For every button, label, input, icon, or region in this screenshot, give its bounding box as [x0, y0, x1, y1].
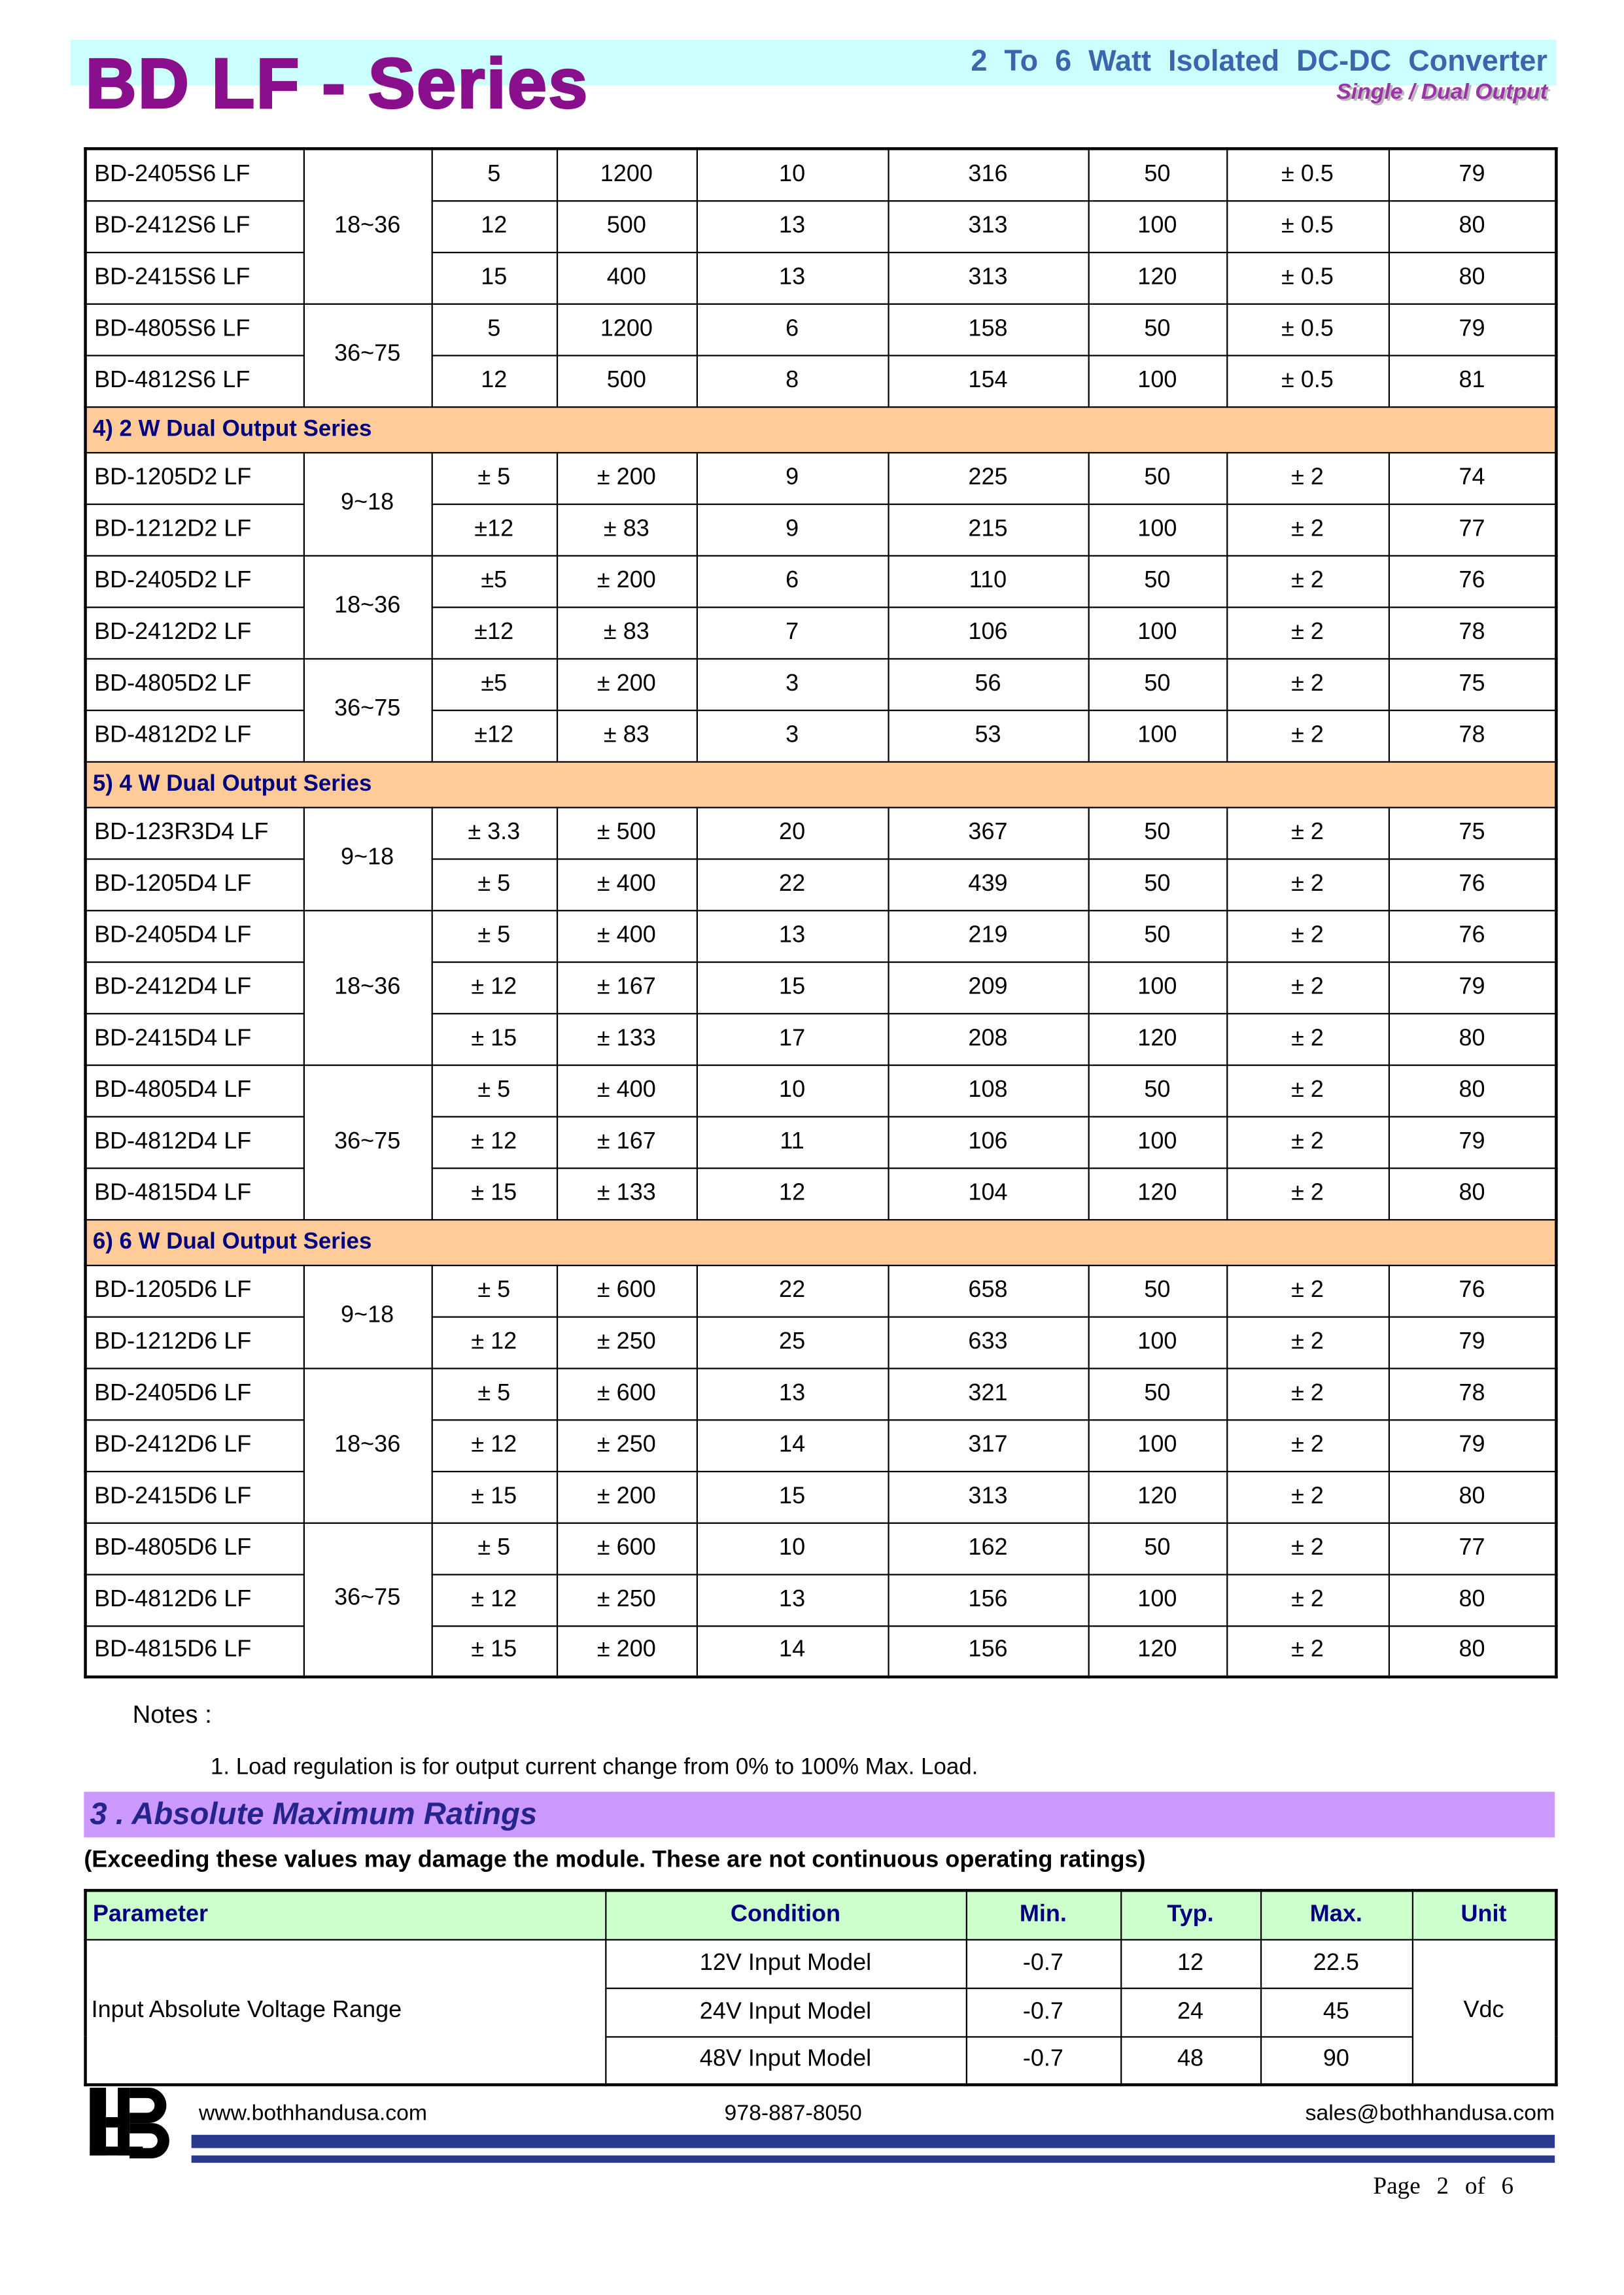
input-range-cell: 9~18 [303, 807, 432, 910]
model-name-cell: BD-4812S6 LF [86, 355, 303, 407]
value-cell: 7 [697, 606, 888, 658]
value-cell: ± 400 [557, 858, 697, 910]
value-cell: 80 [1389, 1013, 1557, 1065]
value-cell: ± 83 [557, 504, 697, 555]
value-cell: 77 [1389, 1523, 1557, 1574]
value-cell: 439 [888, 858, 1088, 910]
amr-header-row [86, 1890, 1557, 1939]
value-cell: ± 15 [432, 1471, 557, 1523]
value-cell: 120 [1088, 252, 1227, 303]
value-cell: ± 2 [1226, 504, 1389, 555]
value-cell: 158 [888, 303, 1088, 355]
model-name-cell: BD-4805D6 LF [86, 1523, 303, 1574]
value-cell: 120 [1088, 1167, 1227, 1219]
value-cell: ± 5 [432, 1065, 557, 1116]
value-cell: 10 [697, 1065, 888, 1116]
value-cell: 50 [1088, 1265, 1227, 1317]
value-cell: ± 0.5 [1226, 200, 1389, 252]
value-cell: 74 [1389, 452, 1557, 504]
value-cell: 500 [557, 355, 697, 407]
model-row [86, 452, 1557, 504]
model-name-cell: BD-4812D2 LF [86, 710, 303, 761]
value-cell: 20 [697, 807, 888, 859]
model-name-cell: BD-4815D6 LF [86, 1625, 303, 1677]
value-cell: 100 [1088, 606, 1227, 658]
value-cell: 106 [888, 606, 1088, 658]
input-range-cell: 36~75 [303, 1523, 432, 1677]
value-cell: 10 [697, 148, 888, 200]
value-cell: 100 [1088, 1574, 1227, 1625]
value-cell: 367 [888, 807, 1088, 859]
value-cell: ± 600 [557, 1265, 697, 1317]
value-cell: ± 2 [1226, 1471, 1389, 1523]
model-row [86, 807, 1557, 859]
header-subtitle: 2 To 6 Watt Isolated DC-DC Converter [971, 45, 1547, 78]
amr-condition-cell: 12V Input Model [605, 1939, 966, 1988]
value-cell: ± 2 [1226, 807, 1389, 859]
value-cell: 9 [697, 504, 888, 555]
value-cell: 162 [888, 1523, 1088, 1574]
value-cell: 50 [1088, 658, 1227, 710]
value-cell: 3 [697, 710, 888, 761]
value-cell: 79 [1389, 1116, 1557, 1167]
value-cell: 100 [1088, 355, 1227, 407]
value-cell: ±5 [432, 555, 557, 607]
value-cell: 50 [1088, 1065, 1227, 1116]
value-cell: 209 [888, 961, 1088, 1013]
section3-heading-band [84, 1792, 1555, 1838]
value-cell: 225 [888, 452, 1088, 504]
amr-max-cell: 90 [1260, 2036, 1412, 2084]
model-row [86, 148, 1557, 200]
value-cell: ± 2 [1226, 910, 1389, 961]
model-name-cell: BD-1205D2 LF [86, 452, 303, 504]
value-cell: ± 5 [432, 1523, 557, 1574]
value-cell: 80 [1389, 1574, 1557, 1625]
value-cell: 1200 [557, 148, 697, 200]
value-cell: ± 12 [432, 1574, 557, 1625]
value-cell: ± 0.5 [1226, 148, 1389, 200]
value-cell: 1200 [557, 303, 697, 355]
value-cell: ± 12 [432, 961, 557, 1013]
footer-rule-thick [192, 2135, 1555, 2148]
model-name-cell: BD-2412D2 LF [86, 606, 303, 658]
value-cell: 9 [697, 452, 888, 504]
value-cell: ± 250 [557, 1419, 697, 1471]
value-cell: 13 [697, 1574, 888, 1625]
of-word: of [1464, 2171, 1485, 2200]
model-name-cell: BD-4805S6 LF [86, 303, 303, 355]
amr-min-cell: -0.7 [966, 2036, 1120, 2084]
page-indicator [1373, 2171, 1514, 2201]
page-number: 2 [1436, 2171, 1449, 2200]
value-cell: 15 [697, 961, 888, 1013]
value-cell: ± 0.5 [1226, 355, 1389, 407]
value-cell: ± 2 [1226, 1523, 1389, 1574]
value-cell: 120 [1088, 1625, 1227, 1677]
amr-typ-cell: 48 [1120, 2036, 1260, 2084]
total-pages: 6 [1501, 2171, 1514, 2200]
value-cell: ± 15 [432, 1013, 557, 1065]
series-section-row [86, 1219, 1557, 1265]
value-cell: 8 [697, 355, 888, 407]
model-row [86, 1265, 1557, 1317]
value-cell: ± 2 [1226, 1013, 1389, 1065]
value-cell: 100 [1088, 1116, 1227, 1167]
value-cell: ±12 [432, 606, 557, 658]
value-cell: 56 [888, 658, 1088, 710]
model-row [86, 1368, 1557, 1419]
input-range-cell: 18~36 [303, 1368, 432, 1522]
value-cell: 313 [888, 200, 1088, 252]
value-cell: ± 250 [557, 1316, 697, 1368]
page-title: BD LF - Series [85, 45, 589, 124]
value-cell: ± 133 [557, 1167, 697, 1219]
amr-header-condition: Condition [605, 1890, 966, 1939]
value-cell: 120 [1088, 1013, 1227, 1065]
value-cell: ± 600 [557, 1368, 697, 1419]
value-cell: 50 [1088, 148, 1227, 200]
amr-typ-cell: 24 [1120, 1988, 1260, 2036]
value-cell: 79 [1389, 1316, 1557, 1368]
value-cell: 313 [888, 1471, 1088, 1523]
value-cell: 22 [697, 858, 888, 910]
value-cell: ± 12 [432, 1419, 557, 1471]
amr-condition-cell: 48V Input Model [605, 2036, 966, 2084]
value-cell: 50 [1088, 1368, 1227, 1419]
model-row [86, 910, 1557, 961]
model-name-cell: BD-1205D4 LF [86, 858, 303, 910]
spec-table [84, 147, 1557, 1678]
value-cell: ± 2 [1226, 1167, 1389, 1219]
value-cell: 106 [888, 1116, 1088, 1167]
model-name-cell: BD-2415D6 LF [86, 1471, 303, 1523]
series-section-title: 4) 2 W Dual Output Series [86, 406, 1557, 452]
value-cell: ± 0.5 [1226, 303, 1389, 355]
footer-email: sales@bothhandusa.com [1305, 2101, 1555, 2126]
value-cell: 100 [1088, 504, 1227, 555]
value-cell: 80 [1389, 1065, 1557, 1116]
model-name-cell: BD-2405D6 LF [86, 1368, 303, 1419]
input-range-cell: 18~36 [303, 910, 432, 1064]
model-name-cell: BD-4812D6 LF [86, 1574, 303, 1625]
model-row [86, 303, 1557, 355]
input-range-cell: 18~36 [303, 148, 432, 303]
model-name-cell: BD-1212D6 LF [86, 1316, 303, 1368]
value-cell: 110 [888, 555, 1088, 607]
company-logo [84, 2085, 190, 2172]
model-name-cell: BD-2415D4 LF [86, 1013, 303, 1065]
value-cell: ± 5 [432, 858, 557, 910]
footer-phone: 978-887-8050 [724, 2101, 862, 2126]
value-cell: 76 [1389, 858, 1557, 910]
value-cell: 79 [1389, 303, 1557, 355]
value-cell: 100 [1088, 961, 1227, 1013]
input-range-cell: 9~18 [303, 452, 432, 555]
value-cell: 219 [888, 910, 1088, 961]
amr-parameter-cell: Input Absolute Voltage Range [86, 1939, 606, 2085]
value-cell: 120 [1088, 1471, 1227, 1523]
series-section-row [86, 406, 1557, 452]
series-section-title: 5) 4 W Dual Output Series [86, 761, 1557, 807]
value-cell: ± 2 [1226, 1316, 1389, 1368]
value-cell: 3 [697, 658, 888, 710]
value-cell: 12 [697, 1167, 888, 1219]
value-cell: 100 [1088, 1419, 1227, 1471]
value-cell: 75 [1389, 658, 1557, 710]
value-cell: 50 [1088, 858, 1227, 910]
value-cell: ± 5 [432, 1265, 557, 1317]
model-name-cell: BD-2412D4 LF [86, 961, 303, 1013]
section3-heading: 3 . Absolute Maximum Ratings [90, 1797, 538, 1832]
value-cell: 50 [1088, 807, 1227, 859]
model-name-cell: BD-2405S6 LF [86, 148, 303, 200]
amr-header-typ: Typ. [1120, 1890, 1260, 1939]
value-cell: 80 [1389, 252, 1557, 303]
value-cell: 50 [1088, 452, 1227, 504]
model-name-cell: BD-4815D4 LF [86, 1167, 303, 1219]
value-cell: ± 200 [557, 1471, 697, 1523]
value-cell: 78 [1389, 1368, 1557, 1419]
value-cell: 79 [1389, 1419, 1557, 1471]
value-cell: 76 [1389, 910, 1557, 961]
series-section-row [86, 761, 1557, 807]
value-cell: 79 [1389, 961, 1557, 1013]
amr-row [86, 1939, 1557, 1988]
value-cell: 154 [888, 355, 1088, 407]
value-cell: 12 [432, 200, 557, 252]
model-name-cell: BD-2412D6 LF [86, 1419, 303, 1471]
value-cell: 100 [1088, 1316, 1227, 1368]
model-name-cell: BD-2412S6 LF [86, 200, 303, 252]
value-cell: 15 [697, 1471, 888, 1523]
value-cell: 215 [888, 504, 1088, 555]
value-cell: ± 2 [1226, 961, 1389, 1013]
value-cell: ±12 [432, 710, 557, 761]
value-cell: 78 [1389, 710, 1557, 761]
amr-unit-cell: Vdc [1412, 1939, 1557, 2085]
value-cell: 78 [1389, 606, 1557, 658]
value-cell: ± 5 [432, 452, 557, 504]
value-cell: ± 2 [1226, 1574, 1389, 1625]
value-cell: 6 [697, 555, 888, 607]
value-cell: ± 600 [557, 1523, 697, 1574]
header-subtitle-secondary: Single / Dual Output [1336, 79, 1547, 105]
footer-website: www.bothhandusa.com [198, 2101, 428, 2126]
value-cell: ± 2 [1226, 606, 1389, 658]
value-cell: 316 [888, 148, 1088, 200]
model-row [86, 555, 1557, 607]
hb-monogram-icon [84, 2085, 190, 2165]
model-row [86, 658, 1557, 710]
value-cell: 50 [1088, 303, 1227, 355]
value-cell: 81 [1389, 355, 1557, 407]
footer-rule-thin [192, 2156, 1555, 2163]
model-name-cell: BD-2405D2 LF [86, 555, 303, 607]
amr-header-unit: Unit [1412, 1890, 1557, 1939]
value-cell: 6 [697, 303, 888, 355]
value-cell: 76 [1389, 555, 1557, 607]
value-cell: ± 250 [557, 1574, 697, 1625]
value-cell: ± 2 [1226, 452, 1389, 504]
value-cell: ± 5 [432, 910, 557, 961]
model-name-cell: BD-2405D4 LF [86, 910, 303, 961]
value-cell: 100 [1088, 200, 1227, 252]
value-cell: 14 [697, 1419, 888, 1471]
value-cell: ± 2 [1226, 858, 1389, 910]
amr-max-cell: 22.5 [1260, 1939, 1412, 1988]
value-cell: 208 [888, 1013, 1088, 1065]
input-range-cell: 36~75 [303, 303, 432, 407]
value-cell: 10 [697, 1523, 888, 1574]
value-cell: 76 [1389, 1265, 1557, 1317]
value-cell: ± 15 [432, 1625, 557, 1677]
value-cell: 75 [1389, 807, 1557, 859]
value-cell: ± 12 [432, 1116, 557, 1167]
value-cell: 14 [697, 1625, 888, 1677]
value-cell: 22 [697, 1265, 888, 1317]
input-range-cell: 18~36 [303, 555, 432, 659]
value-cell: ± 83 [557, 710, 697, 761]
page-word: Page [1373, 2171, 1421, 2200]
value-cell: 313 [888, 252, 1088, 303]
value-cell: 17 [697, 1013, 888, 1065]
value-cell: ± 200 [557, 452, 697, 504]
value-cell: 79 [1389, 148, 1557, 200]
value-cell: 80 [1389, 1471, 1557, 1523]
value-cell: 156 [888, 1574, 1088, 1625]
value-cell: ± 2 [1226, 1625, 1389, 1677]
model-row [86, 1065, 1557, 1116]
model-name-cell: BD-4812D4 LF [86, 1116, 303, 1167]
amr-max-cell: 45 [1260, 1988, 1412, 2036]
value-cell: 13 [697, 1368, 888, 1419]
value-cell: ± 2 [1226, 1065, 1389, 1116]
value-cell: 317 [888, 1419, 1088, 1471]
value-cell: 400 [557, 252, 697, 303]
value-cell: ± 400 [557, 1065, 697, 1116]
value-cell: ± 2 [1226, 658, 1389, 710]
series-section-title: 6) 6 W Dual Output Series [86, 1219, 1557, 1265]
value-cell: 658 [888, 1265, 1088, 1317]
model-name-cell: BD-4805D2 LF [86, 658, 303, 710]
value-cell: 108 [888, 1065, 1088, 1116]
value-cell: ± 15 [432, 1167, 557, 1219]
amr-condition-cell: 24V Input Model [605, 1988, 966, 2036]
value-cell: 104 [888, 1167, 1088, 1219]
value-cell: ± 400 [557, 910, 697, 961]
note-item-1: 1. Load regulation is for output current change from 0% to 100% Max. Load. [210, 1755, 978, 1780]
model-name-cell: BD-1212D2 LF [86, 504, 303, 555]
value-cell: ± 2 [1226, 1116, 1389, 1167]
amr-header-max: Max. [1260, 1890, 1412, 1939]
model-name-cell: BD-4805D4 LF [86, 1065, 303, 1116]
value-cell: ± 167 [557, 961, 697, 1013]
value-cell: 5 [432, 148, 557, 200]
notes-label: Notes : [132, 1700, 212, 1729]
abs-max-ratings-table [84, 1889, 1557, 2086]
value-cell: ± 83 [557, 606, 697, 658]
amr-header-min: Min. [966, 1890, 1120, 1939]
value-cell: 13 [697, 252, 888, 303]
value-cell: ± 133 [557, 1013, 697, 1065]
value-cell: 50 [1088, 555, 1227, 607]
spec-table-body [86, 148, 1557, 1677]
value-cell: 80 [1389, 1167, 1557, 1219]
value-cell: 156 [888, 1625, 1088, 1677]
value-cell: ±5 [432, 658, 557, 710]
value-cell: ± 2 [1226, 1368, 1389, 1419]
model-name-cell: BD-2415S6 LF [86, 252, 303, 303]
value-cell: 5 [432, 303, 557, 355]
value-cell: 633 [888, 1316, 1088, 1368]
value-cell: 80 [1389, 1625, 1557, 1677]
value-cell: ± 3.3 [432, 807, 557, 859]
value-cell: 13 [697, 200, 888, 252]
value-cell: ± 0.5 [1226, 252, 1389, 303]
value-cell: 500 [557, 200, 697, 252]
value-cell: 50 [1088, 910, 1227, 961]
section3-caution: (Exceeding these values may damage the module. These are not continuous operating ratings) [84, 1848, 1146, 1873]
value-cell: 50 [1088, 1523, 1227, 1574]
input-range-cell: 9~18 [303, 1265, 432, 1368]
value-cell: 25 [697, 1316, 888, 1368]
value-cell: ± 200 [557, 1625, 697, 1677]
value-cell: 100 [1088, 710, 1227, 761]
value-cell: 80 [1389, 200, 1557, 252]
value-cell: 11 [697, 1116, 888, 1167]
value-cell: ± 2 [1226, 710, 1389, 761]
value-cell: ± 2 [1226, 1419, 1389, 1471]
input-range-cell: 36~75 [303, 658, 432, 761]
value-cell: ± 12 [432, 1316, 557, 1368]
input-range-cell: 36~75 [303, 1065, 432, 1219]
value-cell: 12 [432, 355, 557, 407]
value-cell: 321 [888, 1368, 1088, 1419]
value-cell: ± 500 [557, 807, 697, 859]
model-name-cell: BD-1205D6 LF [86, 1265, 303, 1317]
value-cell: ± 2 [1226, 1265, 1389, 1317]
value-cell: ± 200 [557, 555, 697, 607]
value-cell: ± 167 [557, 1116, 697, 1167]
amr-min-cell: -0.7 [966, 1988, 1120, 2036]
model-name-cell: BD-123R3D4 LF [86, 807, 303, 859]
value-cell: 53 [888, 710, 1088, 761]
value-cell: 15 [432, 252, 557, 303]
value-cell: ±12 [432, 504, 557, 555]
value-cell: ± 5 [432, 1368, 557, 1419]
value-cell: ± 200 [557, 658, 697, 710]
amr-header-parameter: Parameter [86, 1890, 606, 1939]
value-cell: ± 2 [1226, 555, 1389, 607]
value-cell: 13 [697, 910, 888, 961]
amr-typ-cell: 12 [1120, 1939, 1260, 1988]
value-cell: 77 [1389, 504, 1557, 555]
amr-min-cell: -0.7 [966, 1939, 1120, 1988]
model-row [86, 1523, 1557, 1574]
